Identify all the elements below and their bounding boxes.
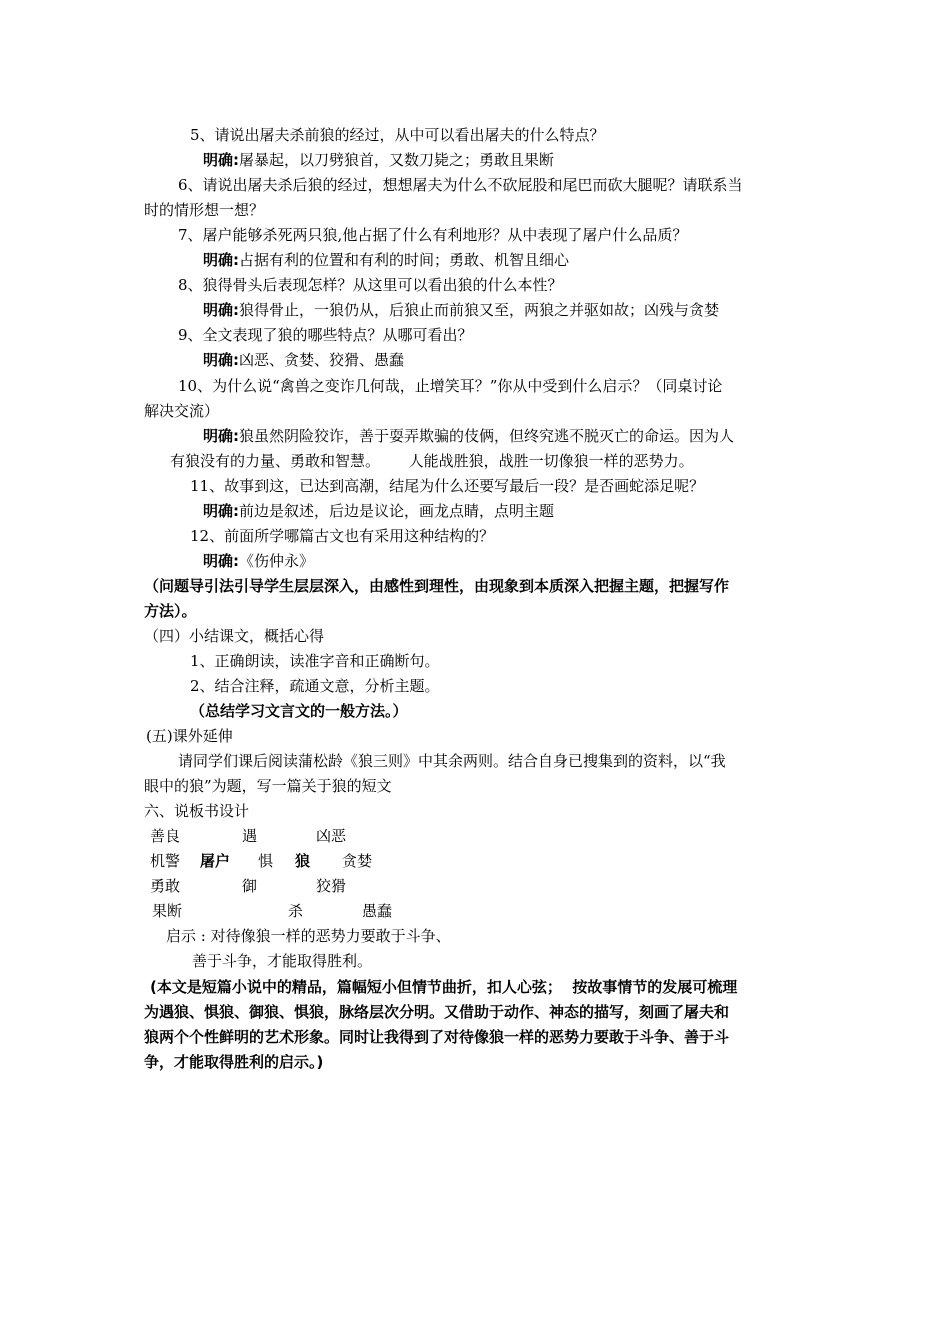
- board-middle-2: 惧: [258, 852, 274, 870]
- board-left-3: 勇敢: [150, 877, 181, 895]
- method-note-line-2: 方法）。: [144, 602, 197, 620]
- q7-answer: [203, 250, 569, 270]
- board-wolf: 狼: [295, 852, 311, 870]
- q11-question: 11、故事到这，已达到高潮，结尾为什么还要写最后一段？是否画蛇添足呢？: [190, 477, 705, 495]
- q6-line-1: 6、请说出屠夫杀后狼的经过，想想屠夫为什么不砍屁股和尾巴而砍大腿呢？请联系当: [178, 176, 743, 194]
- board-right-3: 狡猾: [316, 877, 347, 895]
- answer-text: 凶恶、贪婪、狡猾、愚蠢: [239, 351, 405, 369]
- section-5-heading: (五)课外延伸: [146, 727, 233, 745]
- section-4-heading: （四）小结课文，概括心得: [144, 627, 325, 645]
- board-right-2: 贪婪: [342, 852, 373, 870]
- q8-question: 8、狼得骨头后表现怎样？从这里可以看出狼的什么本性？: [178, 276, 563, 294]
- section-5-line-1: 请同学们课后阅读蒲松龄《狼三则》中其余两则。结合自身已搜集到的资料，以“我: [178, 752, 726, 770]
- board-right-1: 凶恶: [316, 827, 347, 845]
- section-5-line-2: 眼中的狼”为题，写一篇关于狼的短文: [144, 777, 392, 795]
- answer-text: 狼得骨止，一狼仍从，后狼止而前狼又至，两狼之并驱如故；凶残与贪婪: [239, 301, 720, 319]
- board-butcher: 屠户: [200, 852, 231, 870]
- summary-line-3: 狼两个个性鲜明的艺术形象。同时让我得到了对待像狼一样的恶势力要敢于斗争、善于斗: [144, 1028, 730, 1046]
- method-note-line-1: （问题导引法引导学生层层深入，由感性到理性，由现象到本质深入把握主题，把握写作: [144, 577, 730, 595]
- q10-line-1: 10、为什么说“禽兽之变诈几何哉，止增笑耳？”你从中受到什么启示？（同桌讨论: [178, 377, 723, 395]
- q9-answer: [203, 350, 404, 370]
- answer-text: 占据有利的位置和有利的时间；勇敢、机智且细心: [239, 251, 570, 269]
- answer-label: 明确:: [203, 251, 239, 269]
- board-middle-3: 御: [242, 877, 258, 895]
- q11-answer: [203, 501, 554, 521]
- board-left-2: 机警: [150, 852, 181, 870]
- section-4-item-2: 2、结合注释，疏通文意，分析主题。: [190, 677, 440, 695]
- board-right-4: 愚蠢: [362, 902, 393, 920]
- board-hint-2: 善于斗争，才能取得胜利。: [192, 952, 373, 970]
- answer-label: 明确:: [203, 502, 239, 520]
- summary-line-4: 争，才能取得胜利的启示。): [144, 1053, 324, 1071]
- board-left-4: 果断: [152, 902, 183, 920]
- answer-label: 明确:: [203, 151, 239, 169]
- answer-label: 明确:: [203, 351, 239, 369]
- summary-line-2: 为遇狼、惧狼、御狼、惧狼，脉络层次分明。又借助于动作、神态的描写，刻画了屠夫和: [144, 1003, 730, 1021]
- board-middle-1: 遇: [242, 827, 258, 845]
- q6-line-2: 时的情形想一想？: [144, 201, 265, 219]
- summary-line-1: (本文是短篇小说中的精品，篇幅短小但情节曲折，扣人心弦； 按故事情节的发展可梳理: [150, 978, 738, 996]
- q5-answer: [203, 150, 554, 170]
- q8-answer: [203, 300, 719, 320]
- q5-question: 5、请说出屠夫杀前狼的经过，从中可以看出屠夫的什么特点？: [190, 126, 605, 144]
- q9-question: 9、全文表现了狼的哪些特点？从哪可看出？: [178, 326, 473, 344]
- q7-question: 7、屠户能够杀死两只狼,他占据了什么有利地形？从中表现了屠户什么品质？: [178, 226, 688, 244]
- answer-label: 明确:: [203, 552, 239, 570]
- q12-question: 12、前面所学哪篇古文也有采用这种结构的？: [190, 527, 495, 545]
- answer-text: 狼虽然阴险狡诈，善于耍弄欺骗的伎俩，但终究逃不脱灭亡的命运。因为人: [239, 427, 735, 445]
- board-left-1: 善良: [150, 827, 181, 845]
- answer-text: 屠暴起，以刀劈狼首，又数刀毙之；勇敢且果断: [239, 151, 555, 169]
- answer-label: 明确:: [203, 301, 239, 319]
- section-6-heading: 六、说板书设计: [144, 802, 250, 820]
- board-hint-1: 启示 : 对待像狼一样的恶势力要敢于斗争、: [166, 927, 451, 945]
- answer-text: 前边是叙述，后边是议论，画龙点睛，点明主题: [239, 502, 555, 520]
- answer-label: 明确:: [203, 427, 239, 445]
- section-4-note: （总结学习文言文的一般方法。）: [190, 702, 408, 720]
- q10-answer-2: 有狼没有的力量、勇敢和智慧。 人能战胜狼，战胜一切像狼一样的恶势力。: [170, 452, 694, 470]
- q10-answer-1: [203, 426, 734, 446]
- answer-text: 《伤仲永》: [239, 552, 315, 570]
- q12-answer: [203, 551, 314, 571]
- board-middle-4: 杀: [288, 902, 304, 920]
- section-4-item-1: 1、正确朗读，读准字音和正确断句。: [190, 652, 440, 670]
- q10-line-2: 解决交流）: [144, 402, 220, 420]
